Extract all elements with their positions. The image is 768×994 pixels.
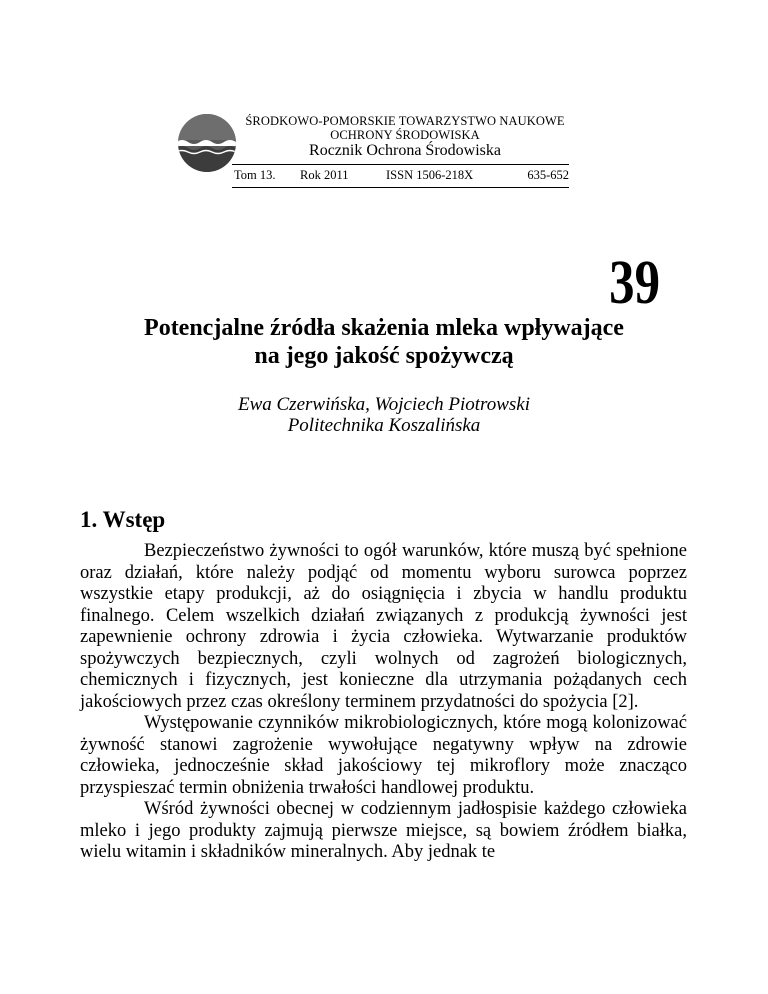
society-name-line1: ŚRODKOWO-POMORSKIE TOWARZYSTWO NAUKOWE (245, 114, 565, 128)
author-block (80, 394, 688, 436)
affiliation: Politechnika Koszalińska (287, 415, 481, 436)
section-heading: 1. Wstęp (80, 507, 166, 532)
society-name-line2: OCHRONY ŚRODOWISKA (330, 128, 480, 142)
paper-title-line1: Potencjalne źródła skażenia mleka wpływające (144, 315, 624, 341)
authors: Ewa Czerwińska, Wojciech Piotrowski (237, 394, 531, 415)
society-logo-icon (176, 112, 238, 174)
paragraph: Bezpieczeństwo żywności to ogół warunków, które muszą być spełnione oraz działań, które należy podjąć od momentu wyboru surowca poprzez wszystkie etapy produkcji, aż do osiągnięcia i zbycia w handlu produktu finalnego. Celem wszelkich działań związanych z produkcją żywności jest zapewnienie ochrony zdrowia i życia człowieka. Wytwarzanie produktów spożywczych bezpiecznych, czyli wolnych od zagrożeń biologicznych, chemicznych i fizycznych, jest konieczne dla utrzymania pożądanych cech jakościowych przez czas określony terminem przydatności do spożycia [2]. (80, 541, 687, 712)
paper-title-line2: na jego jakość spożywczą (254, 343, 514, 369)
volume-label: Tom 13. (234, 168, 276, 182)
paragraph: Występowanie czynników mikrobiologicznych, które mogą kolonizować żywność stanowi zagrożenie wywołujące negatywny wpływ na zdrowie człowieka, jednocześnie skład jakościowy tej mikroflory może znacząco przyspieszać termin obniżenia trwałości handlowej produktu. (80, 713, 687, 798)
journal-title: Rocznik Ochrona Środowiska (309, 142, 501, 159)
chapter-number: 39 (609, 249, 660, 317)
year-label: Rok 2011 (300, 168, 349, 182)
journal-meta-row (232, 164, 569, 188)
paper-title (80, 314, 688, 370)
pages-label: 635-652 (527, 168, 569, 182)
society-name (240, 114, 570, 142)
paragraph: Wśród żywności obecnej w codziennym jadłospisie każdego człowieka mleko i jego produkty zajmują pierwsze miejsce, są bowiem źródłem białka, wielu witamin i składników mineralnych. Aby jednak te (80, 799, 687, 862)
issn-label: ISSN 1506-218X (386, 168, 474, 182)
body-text (80, 541, 687, 864)
